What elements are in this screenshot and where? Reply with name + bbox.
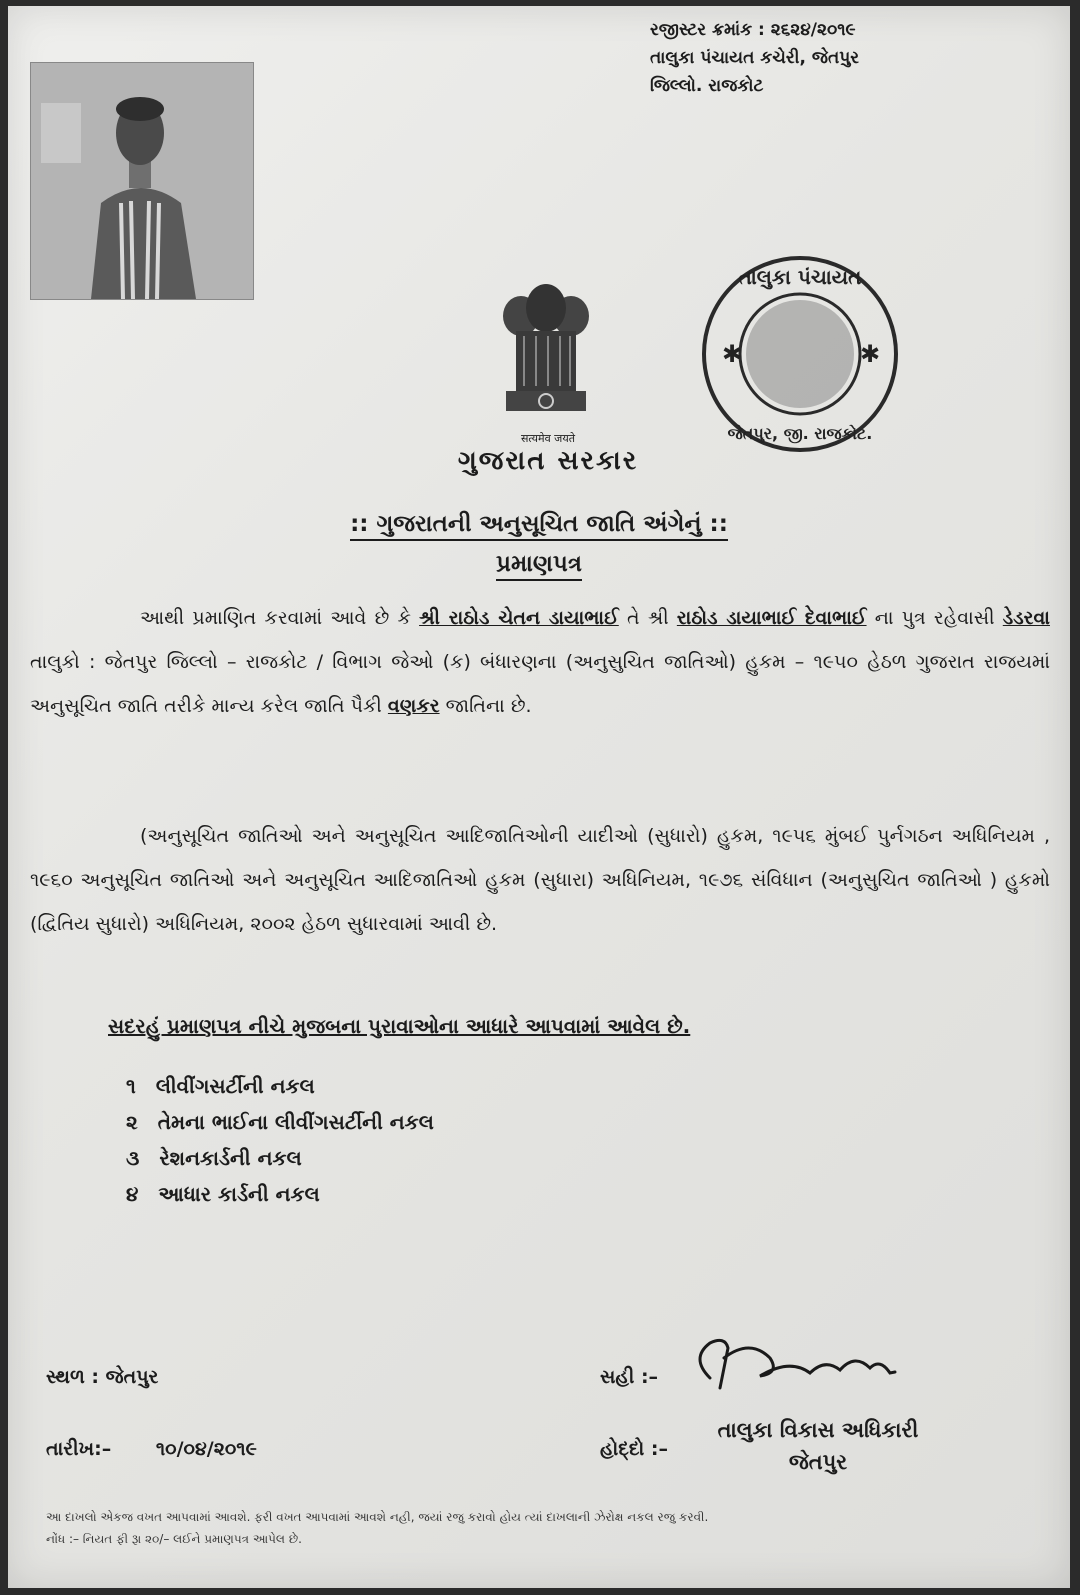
issuing-office: તાલુકા પંચાયત કચેરી, જેતપુર: [650, 48, 860, 68]
date-field: [46, 1438, 257, 1460]
applicant-name: શ્રી રાઠોડ ચેતન ડાયાભાઈ: [419, 607, 619, 629]
place-field: સ્થળ : જેતપુર: [46, 1366, 159, 1388]
footer-note: આ દાખલો એકજ વખત આપવામાં આવશે. ફરી વખત આપવામાં આવશે નહી, જયાં રજુ કરાવો હોય ત્યાં દાખલાની ઝેરોક્ષ નકલ રજુ કરવી. નોંધ :– નિયત ફી રૂા ૨૦/– લઈને પ્રમાણપત્ર આપેલ છે.: [46, 1510, 709, 1546]
date-label: તારીખ:–: [46, 1438, 112, 1460]
register-block: [650, 16, 859, 100]
officer-designation: તાલુકા વિકાસ અધિકારી જેતપુર: [717, 1418, 919, 1474]
certificate-title: પ્રમાણપત્ર: [8, 551, 1070, 577]
date-value: ૧૦/૦૪/૨૦૧૯: [155, 1438, 257, 1460]
emblem-motto: सत्यमेव जयते: [520, 432, 575, 445]
register-number: રજીસ્ટર ક્રમાંક : ૨૬૨૪/૨૦૧૯: [650, 20, 856, 40]
certificate-page: [8, 6, 1070, 1588]
amendments-paragraph: (અનુસૂચિત જાતિઓ અને અનુસૂચિત આદિજાતિઓની યાદીઓ (સુધારો) હુકમ, ૧૯૫૬ મુંબઈ પુર્નગઠન અધિનિયમ , ૧૯૬૦ અનુસૂચિત જાતિઓ અને અનુસૂચિત આદિજાતિઓ હુકમ (સુધારા) અધિનિયમ, ૧૯૭૬ સંવિધાન (અનુસુચિત જાતિઓ ) હુકમો (દ્વિતિય સુધારો) અધિનિયમ, ૨૦૦૨ હેઠળ સુધારવામાં આવી છે.: [30, 825, 1050, 935]
village-name: ડેડરવા: [1002, 607, 1050, 629]
signature-label: સહી :–: [600, 1366, 659, 1388]
svg-text:✱: ✱: [860, 340, 881, 368]
national-emblem-icon: [486, 276, 606, 436]
list-item: ૪ આધાર કાર્ડની નકલ: [126, 1182, 320, 1206]
caste-name: વણકર: [387, 695, 440, 717]
father-name: રાઠોડ ડાયાભાઈ દેવાભાઈ: [676, 607, 867, 629]
list-item: ૩ રેશનકાર્ડની નકલ: [126, 1146, 302, 1170]
evidence-list: [126, 1068, 434, 1212]
list-item: ૧ લીવીંગસર્ટીની નકલ: [126, 1074, 315, 1098]
svg-text:✱: ✱: [722, 340, 743, 368]
signature-icon: [680, 1328, 920, 1400]
designation-label: હોદ્દો :–: [600, 1438, 668, 1460]
certificate-body: આથી પ્રમાણિત કરવામાં આવે છે કે શ્રી રાઠોડ ચેતન ડાયાભાઈ તે શ્રી રાઠોડ ડાયાભાઈ દેવાભાઈ ના પુત્ર રહેવાસી ડેડરવા તાલુકો : જેતપુર જિલ્લો – રાજકોટ / વિભાગ જેઓ (ક) બંધારણના (અનુસુચિત જાતિઓ) હુકમ – ૧૯૫૦ હેઠળ ગુજરાત રાજયમાં અનુસૂચિત જાતિ તરીકે માન્ય કરેલ જાતિ પૈકી વણકર જાતિના છે.: [30, 607, 1050, 717]
official-seal-icon: [700, 254, 900, 454]
evidence-heading: સદરહું પ્રમાણપત્ર નીચે મુજબના પુરાવાઓના આધારે આપવામાં આવેલ છે.: [108, 1014, 691, 1038]
seal-bottom-text: જેતપુર, જી. રાજકોટ.: [727, 424, 873, 443]
government-name: ગુજરાત સરકાર: [457, 446, 639, 476]
district: જિલ્લો. રાજકોટ: [650, 76, 764, 96]
list-item: ૨ તેમના ભાઈના લીવીંગસર્ટીની નકલ: [126, 1110, 434, 1134]
applicant-photo: [30, 62, 254, 300]
certificate-heading: :: ગુજરાતની અનુસૂચિત જાતિ અંગેનું ::: [8, 511, 1070, 537]
seal-top-text: તાલુકા પંચાયત: [738, 265, 862, 289]
